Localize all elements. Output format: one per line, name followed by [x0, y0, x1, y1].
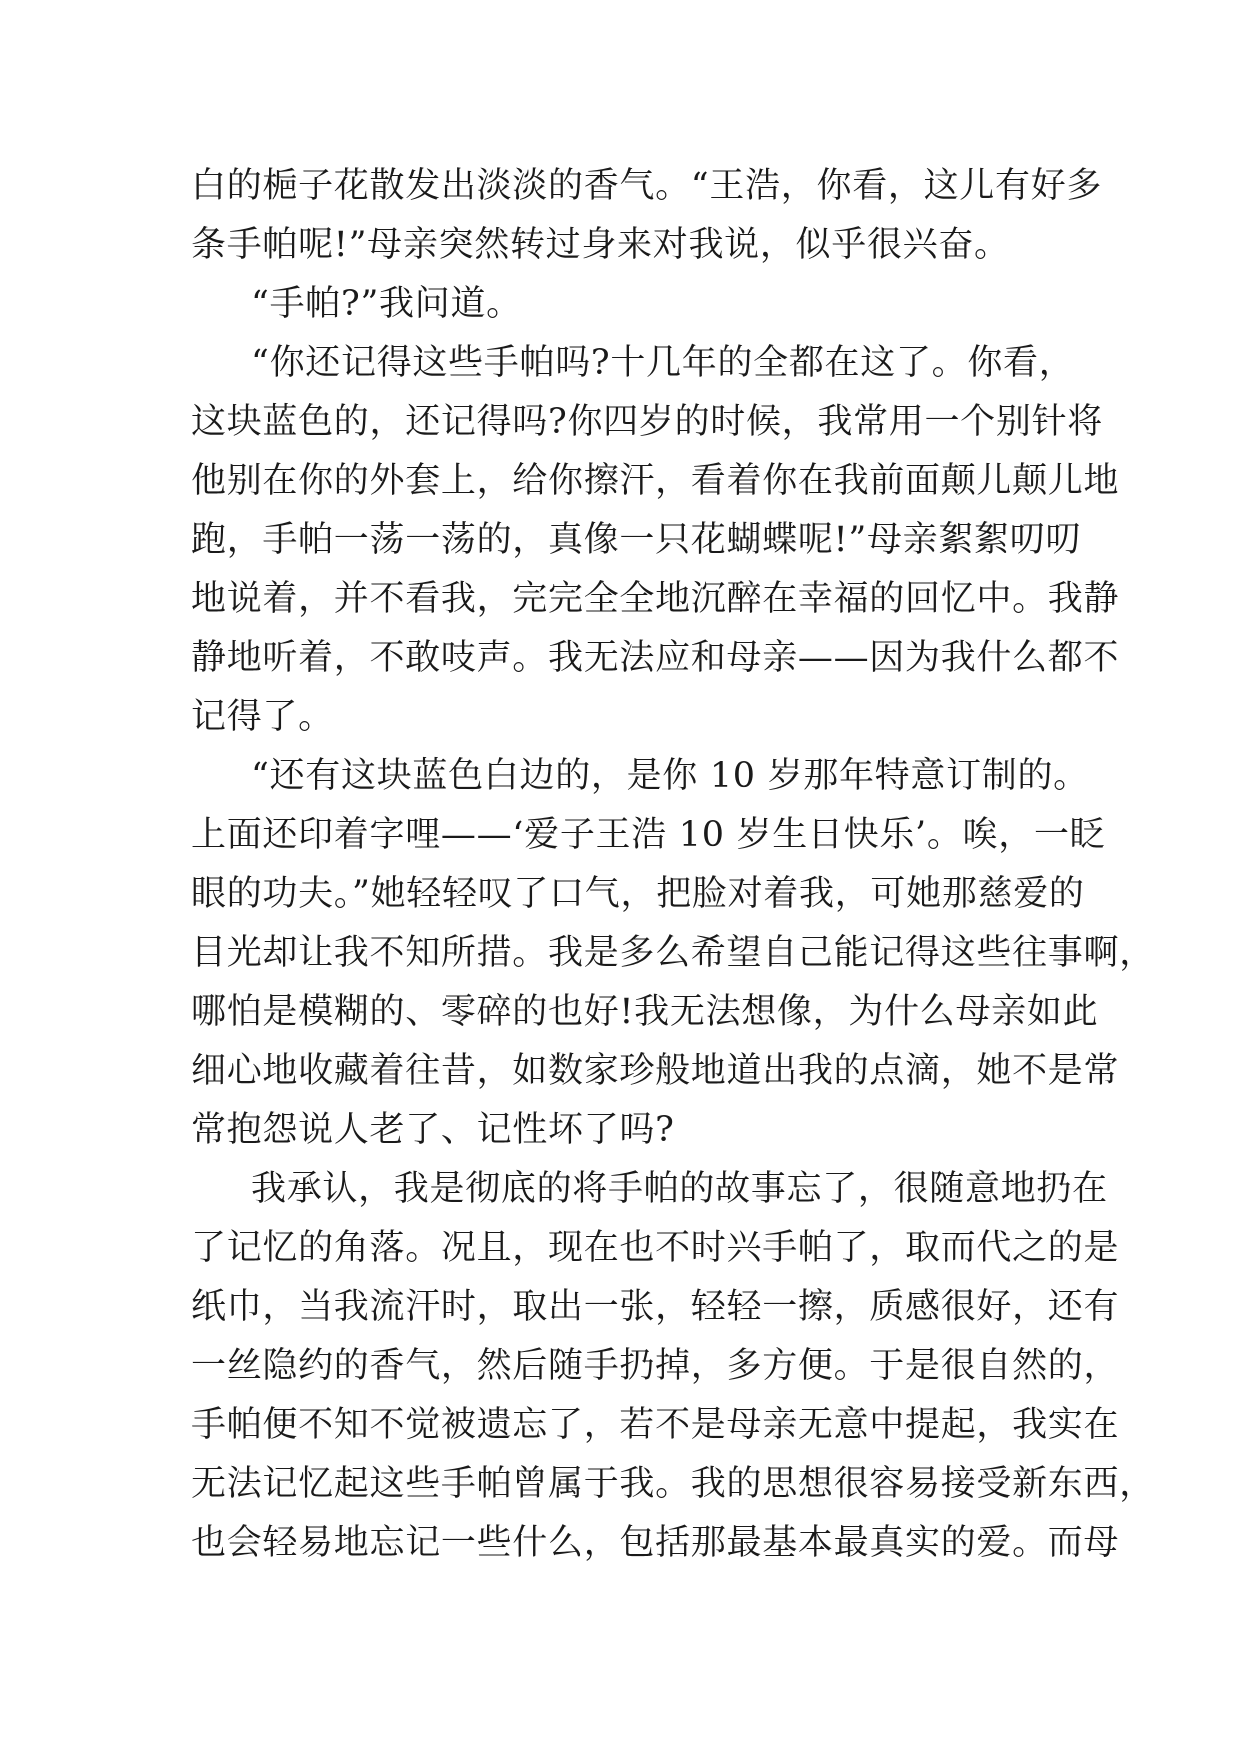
text-line: 纸巾，当我流汗时，取出一张，轻轻一擦，质感很好，还有: [191, 1287, 1120, 1327]
text-line: 这块蓝色的，还记得吗?你四岁的时候，我常用一个别针将: [191, 402, 1103, 442]
text-line: “还有这块蓝色白边的，是你 10 岁那年特意订制的。: [251, 756, 1089, 796]
text-line: 手帕便不知不觉被遗忘了，若不是母亲无意中提起，我实在: [191, 1405, 1120, 1445]
text-line: 静地听着，不敢吱声。我无法应和母亲——因为我什么都不: [191, 638, 1120, 678]
text-line: 记得了。: [191, 697, 334, 737]
text-line: 了记忆的角落。况且，现在也不时兴手帕了，取而代之的是: [191, 1228, 1120, 1268]
text-line: 眼的功夫。”她轻轻叹了口气，把脸对着我，可她那慈爱的: [191, 874, 1085, 914]
text-line: 白的梔子花散发出淡淡的香气。“王浩，你看，这儿有好多: [191, 166, 1103, 206]
text-line: 目光却让我不知所措。我是多么希望自己能记得这些往事啊，: [191, 933, 1155, 973]
text-line: 地说着，并不看我，完完全全地沉醉在幸福的回忆中。我静: [191, 579, 1120, 619]
text-line: 他别在你的外套上，给你擦汗，看着你在我前面颠儿颠儿地: [191, 461, 1120, 501]
text-line: “手帕?”我问道。: [251, 284, 522, 324]
text-line: 哪怕是模糊的、零碎的也好!我无法想像，为什么母亲如此: [191, 992, 1099, 1032]
text-line: 也会轻易地忘记一些什么，包括那最基本最真实的爱。而母: [191, 1523, 1120, 1563]
text-line: 一丝隐约的香气，然后随手扔掉，多方便。于是很自然的，: [191, 1346, 1120, 1386]
document-body: [191, 157, 1155, 1573]
text-line: 我承认，我是彻底的将手帕的故事忘了，很随意地扔在: [251, 1169, 1108, 1209]
text-line: 条手帕呢!”母亲突然转过身来对我说，似乎很兴奋。: [191, 225, 1010, 265]
text-line: “你还记得这些手帕吗?十几年的全都在这了。你看，: [251, 343, 1075, 383]
text-line: 无法记忆起这些手帕曾属于我。我的思想很容易接受新东西，: [191, 1464, 1155, 1504]
text-line: 上面还印着字哩——‘爱子王浩 10 岁生日快乐’。唉，一眨: [191, 815, 1106, 855]
text-line: 细心地收藏着往昔，如数家珍般地道出我的点滴，她不是常: [191, 1051, 1120, 1091]
text-line: 跑，手帕一荡一荡的，真像一只花蝴蝶呢!”母亲絮絮叨叨: [191, 520, 1082, 560]
text-line: 常抱怨说人老了、记性坏了吗?: [191, 1110, 675, 1150]
